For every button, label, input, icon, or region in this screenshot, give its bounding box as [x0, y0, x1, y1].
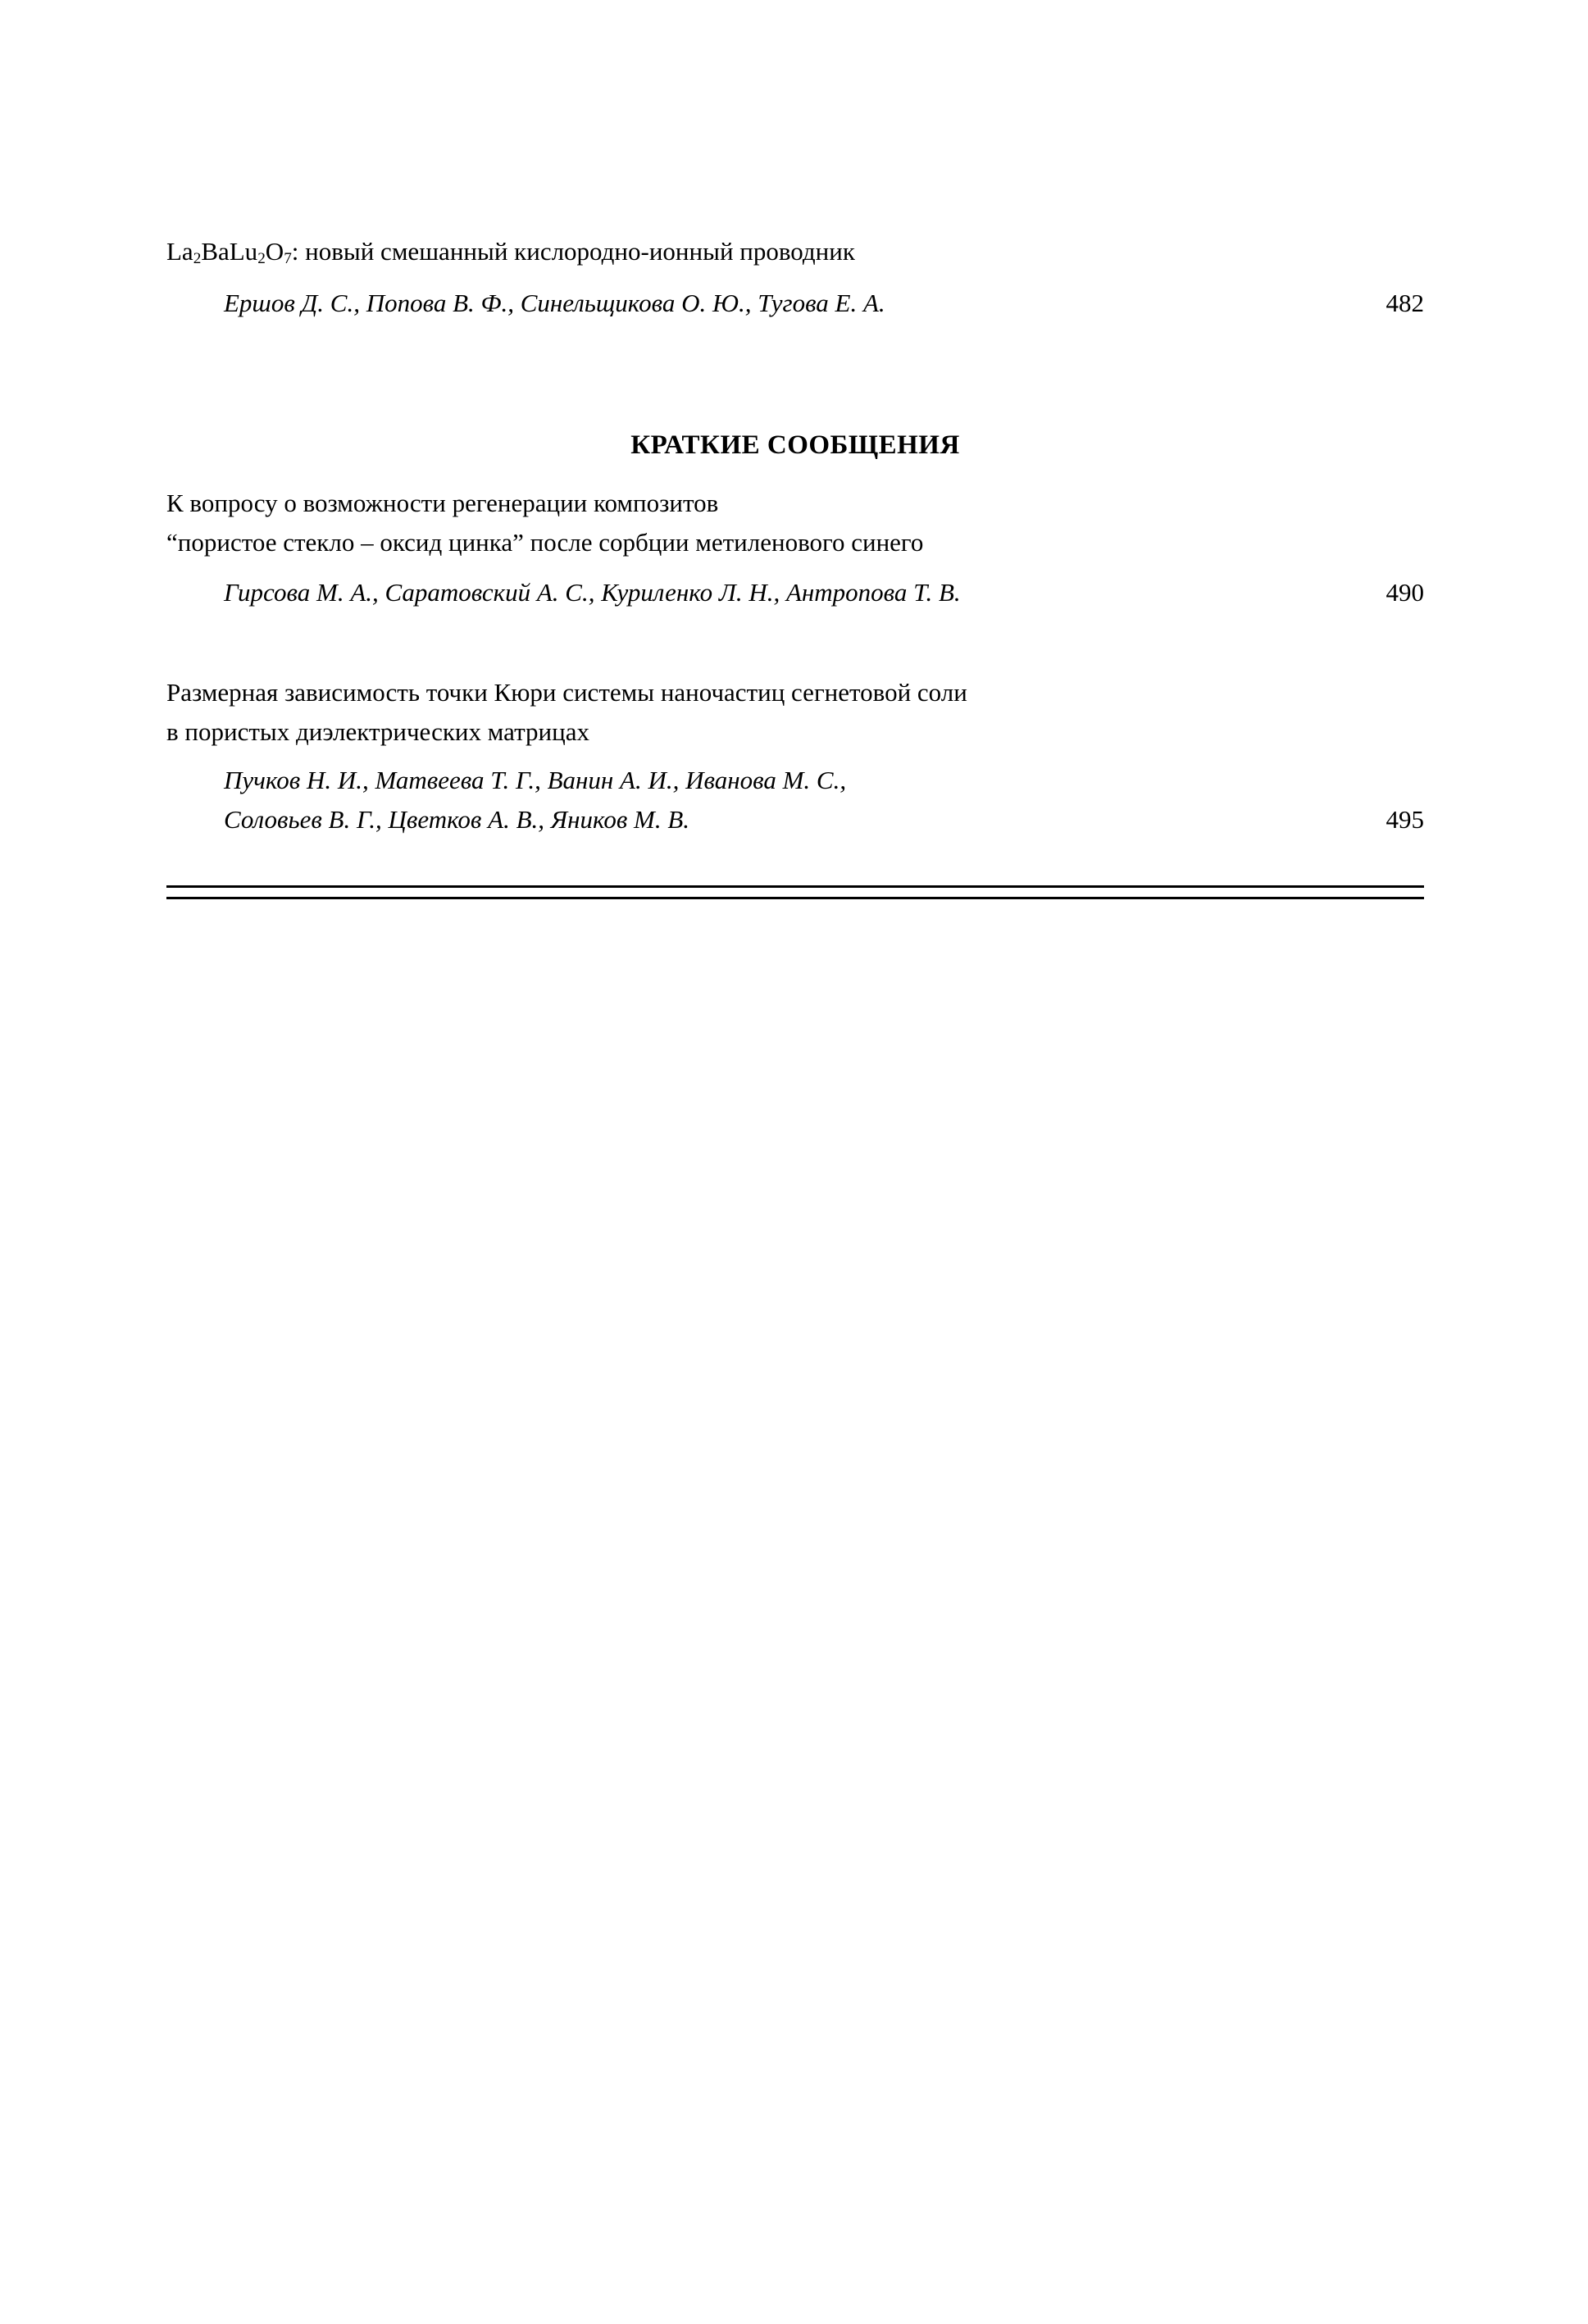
toc-entry-2	[166, 484, 1424, 612]
entry-1-page-number: 482	[1386, 289, 1424, 317]
entry-3-title-line-2: в пористых диэлектрических матрицах	[166, 717, 589, 746]
entry-3-page-number: 495	[1386, 805, 1424, 834]
entry-3-authors-line-2: Соловьев В. Г., Цветков А. В., Яников М. В.	[224, 805, 690, 834]
toc-entry-3	[166, 673, 1424, 839]
entry-3-authors-row-2	[166, 800, 1424, 839]
double-rule-top	[166, 885, 1424, 888]
entry-2-title-line-2: “пористое стекло – оксид цинка” после сорбции метиленового синего	[166, 528, 924, 557]
entry-2-title-line-1: К вопросу о возможности регенерации композитов	[166, 489, 719, 517]
entry-2-authors-row	[166, 573, 1424, 612]
entry-2-page-number: 490	[1386, 578, 1424, 607]
entry-1-authors: Ершов Д. С., Попова В. Ф., Синельщикова О. Ю., Тугова Е. А.	[224, 289, 885, 317]
entry-3-authors-row-1	[166, 761, 1424, 800]
toc-content	[166, 0, 1424, 899]
section-heading: КРАТКИЕ СООБЩЕНИЯ	[630, 430, 960, 460]
toc-entry-1	[166, 232, 1424, 323]
entry-3-authors-line-1: Пучков Н. И., Матвеева Т. Г., Ванин А. И., Иванова М. С.,	[224, 766, 847, 794]
entry-1-authors-row	[166, 284, 1424, 323]
double-rule-bottom	[166, 897, 1424, 899]
entry-1-title: $La_2BaLu_2O_7$: новый смешанный кислородно-ионный проводник	[166, 237, 855, 268]
entry-2-authors: Гирсова М. А., Саратовский А. С., Куриленко Л. Н., Антропова Т. В.	[224, 578, 961, 607]
entry-3-title-line-1: Размерная зависимость точки Кюри системы наночастиц сегнетовой соли	[166, 678, 967, 707]
